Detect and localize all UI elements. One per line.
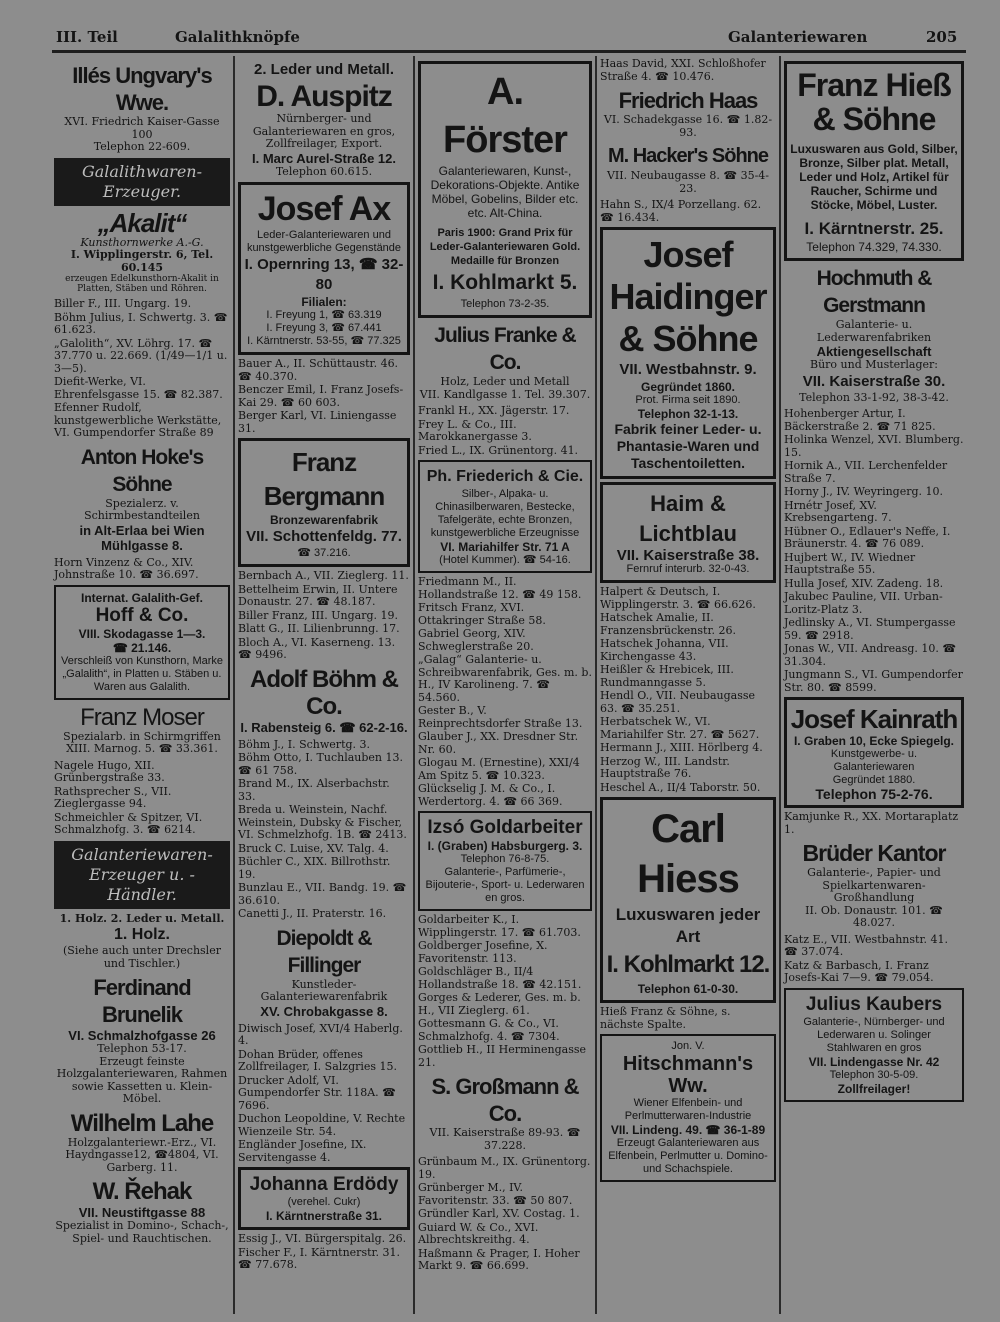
listing-entry: Kamjunke R., XX. Mortaraplatz 1.: [784, 810, 959, 836]
ad-hitschmann: [600, 1034, 776, 1182]
listing-entry: Essig J., VI. Bürgerspitalg. 26.: [238, 1232, 407, 1245]
listing-entry: Hatschek Amalie, II. Franzensbrückenstr. 26.: [600, 611, 736, 637]
ad-title: A. Förster: [443, 71, 567, 161]
ad-title: Adolf Böhm & Co.: [250, 665, 398, 720]
ad-phone: Telephon 76-8-75.: [460, 853, 550, 865]
ad-line: Jon. V.: [671, 1040, 705, 1052]
listing-entry: Horny J., IV. Weyringerg. 10.: [784, 485, 944, 498]
ad-address: I. Kohlmarkt 5.: [432, 271, 578, 294]
ad-line: Galanteriewaren, Kunst-, Dekorations-Objekte. Antike Möbel, Gobelins, Bilder etc. etc. Alt-China.: [430, 164, 580, 220]
ad-line: Spezialarb. in Schirmgriffen: [63, 729, 221, 743]
listing-entry: Canetti J., II. Praterstr. 16.: [238, 907, 387, 920]
ad-haim: [600, 482, 776, 583]
listing-entry: Schmeichler & Spitzer, VI. Schmalzhofg. 3. ☎ 6214.: [54, 810, 203, 836]
column-divider: [779, 56, 781, 1314]
ad-address: VII. Kaiserstraße 38.: [616, 547, 760, 564]
ad-address: VII. Westbahnstr. 9.: [619, 361, 757, 378]
listing-entry: Haßmann & Prager, I. Hoher Markt 9. ☎ 66.699.: [418, 1246, 580, 1272]
listing-entry: Hieß Franz & Söhne, s. nächste Spalte.: [600, 1005, 731, 1031]
listing-entry: „Galolith“, XV. Löhrg. 17. ☎ 37.770 u. 22.669. (1/49—1/1 u. 3—5).: [54, 336, 228, 375]
listing-entry: Bunzlau E., VII. Bandg. 19. ☎ 36.610.: [238, 881, 407, 907]
listing-entry: Hahn S., IX/4 Porzellang. 62. ☎ 16.434.: [600, 198, 762, 224]
ad-title: Izsó Goldarbeiter: [427, 817, 583, 838]
ad-title: Wilhelm Lahe: [70, 1109, 214, 1137]
ad-address: VIII. Skodagasse 1—3.: [78, 626, 206, 641]
ad-title: Julius Kaubers: [805, 993, 943, 1015]
ad-phone: (Hotel Kummer). ☎ 54-16.: [439, 554, 571, 566]
section-banner: Galanteriewaren-Erzeuger u. -Händler.: [54, 841, 230, 909]
listing-entry: Heißler & Hrebicek, III. Rundmanngasse 5.: [600, 663, 734, 689]
listing-entry: „Galag“ Galanterie- u. Schreibwarenfabrik, Ges. m. b. H., IV Karolineng. 7. ☎ 54.560.: [418, 653, 592, 704]
listing-entry: Breda u. Weinstein, Nachf. Weinstein, Dubsky & Fischer, VI. Schmelzhofg. 1B. ☎ 2413.: [238, 803, 407, 841]
ad-line: Holzgalanteriewr.-Erz., VI. Haydngasse12, ☎4804, VI. Garberg. 11.: [65, 1135, 219, 1174]
ad-hochmuth: [784, 265, 964, 404]
ad-line: XVI. Friedrich Kaiser-Gasse 100: [64, 115, 220, 141]
ad-line: Erzeugt feinste Holzgalanteriewaren, Rahmen sowie Kassetten u. Klein-Möbel.: [56, 1054, 228, 1105]
listing-entry: Glogau M. (Ernestine), XXI/4 Am Spitz 5. ☎ 10.323.: [418, 756, 580, 782]
ad-hiess: [600, 797, 776, 1003]
ad-address: I. Kärntnerstr. 25.: [804, 219, 944, 238]
ad-line: VII. Neubaugasse 8. ☎ 35-4-23.: [606, 169, 770, 195]
ad-line: (verehel. Cukr): [287, 1196, 361, 1208]
listing-entry: Hrnétr Josef, XV. Krebsengarteng. 7.: [784, 498, 892, 524]
section-heading: [238, 62, 410, 77]
column-divider: [233, 56, 235, 1314]
ad-kantor: [784, 840, 964, 930]
ad-line: Leder-Galanteriewaren und kunstgewerbliche Gegenstände: [246, 229, 402, 254]
ad-address: I. (Graben) Habsburgerg. 3.: [427, 839, 583, 853]
ad-title: Franz Hieß & Söhne: [797, 67, 951, 137]
ad-line: Galanterie-, Parfümerie-, Bijouterie-, Sport- u. Lederwaren en gros.: [425, 866, 585, 904]
listing-entry: Dohan Brüder, offenes Zollfreilager, I. Salzgries 15.: [238, 1047, 398, 1073]
listing-entry: Glückselig J. M. & Co., I. Werdertorg. 4. ☎ 66 369.: [418, 782, 563, 808]
column-divider: [413, 56, 415, 1314]
listing-entry: Bernbach A., VII. Zieglerg. 11.: [238, 569, 409, 582]
ad-lahe: [54, 1110, 230, 1175]
ad-line: II. Ob. Donaustr. 101. ☎ 48.027.: [805, 903, 943, 929]
ad-line: Luxuswaren jeder Art: [615, 905, 761, 946]
listing-entry: Jedlinsky A., VI. Stumpergasse 59. ☎ 2918.: [784, 616, 956, 642]
ad-line: VII. Kaiserstraße 89-93. ☎ 37.228.: [429, 1126, 581, 1152]
ad-line: Spezialerz. v. Schirmbestandteilen: [84, 496, 200, 522]
ad-title: Josef Kainrath: [790, 704, 958, 734]
ad-haidinger: [600, 227, 776, 479]
ad-bohm: [238, 666, 410, 735]
listing-entry: Biller Franz, III. Ungarg. 19.: [238, 608, 398, 622]
listing-entry: Diefit-Werke, VI. Ehrenfelsgasse 15. ☎ 82.387.: [54, 375, 223, 401]
ad-title: Josef Haidinger & Söhne: [609, 234, 767, 359]
section-index: 1. Holz. 2. Leder u. Metall.: [59, 911, 225, 925]
ad-title: S. Großmann & Co.: [431, 1074, 579, 1126]
ad-line: Paris 1900: Grand Prix für Leder-Galanteriewaren Gold. Medaille für Bronzen: [429, 227, 581, 267]
ad-line: Nürnberger- und Galanteriewaren en gros, Zollfreilager, Export.: [252, 112, 396, 150]
ad-title: Friedrich Haas: [618, 88, 758, 113]
listing-entry: Friedmann M., II. Hollandstraße 12. ☎ 49 158.: [418, 575, 582, 601]
ad-address: VI. Mariahilfer Str. 71 A: [440, 540, 570, 554]
ad-title: Hochmuth & Gerstmann: [816, 267, 932, 317]
listing-entry: Bruck C. Luise, XV. Talg. 4.: [238, 841, 389, 855]
column-2: [236, 58, 412, 1316]
listing-entry: Benczer Emil, I. Franz Josefs-Kai 29. ☎ 60 603.: [238, 383, 404, 409]
ad-line: Gegründet 1880.: [832, 774, 916, 786]
listing-entry: Efenner Rudolf, kunstgewerbliche Werkstätte, VI. Gumpendorfer Straße 89: [54, 401, 222, 439]
ad-hoff: [54, 585, 230, 700]
listing-entry: Gottesmann G. & Co., VI. Schmalzhofg. 4. ☎ 7304.: [418, 1017, 560, 1043]
ad-phone: Telephon 30-5-09.: [829, 1068, 919, 1081]
ad-kainrath: [784, 697, 964, 808]
section-list: [54, 913, 230, 971]
listing-entry: Gründler Karl, XV. Costag. 1.: [418, 1207, 580, 1220]
listing-entry: Heschel A., II/4 Taborstr. 50.: [600, 780, 761, 794]
ad-kaubers: [784, 988, 964, 1102]
ad-hacker: [600, 143, 776, 195]
ad-phone: Telephon 33-1-92, 38-3-42.: [799, 390, 949, 404]
ad-title: Ferdinand Brunelik: [93, 975, 191, 1027]
ad-title: D. Auspitz: [256, 80, 392, 113]
ad-line: Galanterie-, Papier- und Spielkartenwaren-Großhandlung: [807, 866, 941, 904]
ad-address: I. Graben 10, Ecke Spiegelg.: [793, 734, 955, 748]
ad-title: Anton Hoke's Söhne: [80, 445, 204, 496]
ad-line: Bronzewarenfabrik: [269, 513, 379, 527]
listing-entry: Halpert & Deutsch, I. Wipplingerstr. 3. ☎ 66.626.: [600, 585, 756, 611]
ad-haas: [600, 87, 776, 139]
listing-entry: Bauer A., II. Schüttaustr. 46. ☎ 40.370.: [238, 357, 399, 383]
listing-entry: Hulla Josef, XIV. Zadeng. 18.: [784, 576, 944, 590]
listing-entry: Gottlieb H., II Herminengasse 21.: [418, 1043, 586, 1069]
ad-grossmann: [418, 1073, 592, 1152]
ad-phone: Telephon 32-1-13.: [637, 407, 739, 421]
listing-entry: Holinka Wenzel, XVI. Blumberg. 15.: [784, 433, 964, 459]
ad-ax: [238, 182, 410, 355]
listing-entry: Jungmann S., VI. Gumpendorfer Str. 80. ☎ 8599.: [784, 668, 963, 694]
ad-title: Franz Moser: [80, 703, 204, 731]
ad-erdody: [238, 1167, 410, 1230]
listing-entry: Glauber J., XX. Dresdner Str. Nr. 60.: [418, 730, 579, 756]
ad-phone: Telephon 75-2-76.: [815, 786, 933, 802]
listing-entry: Goldarbeiter K., I. Wipplingerstr. 17. ☎ 61.703.: [418, 913, 581, 939]
ad-address: VI. Schmalzhofgasse 26: [68, 1028, 216, 1043]
listing-entry: Hendl O., VII. Neubaugasse 63. ☎ 35.251.: [600, 689, 756, 715]
ad-address: VII. Lindeng. 49. ☎ 36-1-89: [610, 1123, 766, 1137]
listing-entry: Nagele Hugo, XII. Grünbergstraße 33.: [54, 758, 165, 784]
ad-title: Haim & Lichtblau: [639, 491, 737, 546]
section-banner: Galalithwaren-Erzeuger.: [54, 158, 230, 206]
column-divider: [595, 56, 597, 1314]
ad-line: Galanterie- u. Lederwarenfabriken: [816, 318, 932, 344]
ad-franke: [418, 322, 592, 401]
ad-phone: Telephon 74.329, 74.330.: [806, 240, 942, 254]
listing-entry: Hujbert W., IV. Wiedner Hauptstraße 55.: [784, 550, 916, 576]
listing-entry: Haas David, XXI. Schloßhofer Straße 4. ☎ 10.476.: [600, 58, 766, 83]
ad-title: W. Řehak: [92, 1178, 192, 1205]
listing-entry: Jakubec Pauline, VII. Urban-Loritz-Platz 3.: [784, 590, 943, 616]
listing-entry: Fritsch Franz, XVI. Ottakringer Straße 58.: [418, 601, 546, 627]
ad-line: Prot. Firma seit 1890.: [635, 394, 741, 406]
ad-bergmann: [238, 438, 410, 567]
column-5: [782, 58, 966, 1316]
ad-hiess-sohne: [784, 61, 964, 261]
listing-entry: Hatschek Johanna, VII. Kirchengasse 43.: [600, 637, 729, 663]
column-4: [598, 58, 778, 1316]
ad-phone: ☎ 37.216.: [297, 547, 351, 559]
ad-address: VII. Kaiserstraße 30.: [802, 372, 946, 390]
ad-line: Filialen:: [301, 295, 347, 309]
ad-line: Büro und Musterlager:: [809, 358, 939, 371]
ad-brunelik: [54, 974, 230, 1106]
listing-entry: Rathsprecher S., VII. Zieglergasse 94.: [54, 784, 172, 810]
section-title: 2. Leder und Metall.: [253, 61, 395, 78]
ad-moser: [54, 704, 230, 756]
header-section-label: III. Teil: [56, 28, 118, 46]
ad-title: Diepoldt & Fillinger: [276, 926, 372, 977]
ad-address: VII. Neustiftgasse 88: [78, 1205, 206, 1220]
ad-line: in Alt-Erlaa bei Wien: [79, 522, 205, 538]
ad-line: Wiener Elfenbein- und Perlmutterwaren-Industrie: [624, 1097, 752, 1122]
ad-line: Kunsthornwerke A.-G.: [80, 235, 204, 249]
ad-line: erzeugen Edelkunsthorn-Akalit in Platten, Stäben und Röhren.: [65, 274, 219, 294]
ad-line: Gegründet 1860.: [640, 380, 736, 394]
listing-entry: Fried L., IX. Grünentorg. 41.: [418, 443, 579, 457]
ad-rehak: [54, 1178, 230, 1245]
ad-address: I. Kohlmarkt 12.: [606, 951, 770, 978]
listing-entry: Böhm J., I. Schwertg. 3.: [238, 737, 371, 751]
page-number: 205: [926, 28, 958, 46]
listing-entry: Fischer F., I. Kärntnerstr. 31. ☎ 77.678.: [238, 1245, 401, 1271]
listing-entry: Hübner O., Edlauer's Neffe, I. Bräunerstr. 4. ☎ 76 089.: [784, 524, 951, 550]
ad-address: I. Kärntnerstraße 31.: [265, 1209, 383, 1223]
listing-entry: Grünberger M., IV. Favoritenstr. 33. ☎ 50 807.: [418, 1181, 573, 1207]
column-1: [52, 58, 232, 1316]
listing-entry: Goldschläger B., II/4 Hollandstraße 18. ☎ 42.151.: [418, 965, 582, 991]
ad-title: Hoff & Co.: [95, 604, 189, 626]
ad-line: Verschleiß von Kunsthorn, Marke „Galalith“, in Platten u. Stäben u. Waren aus Galalith.: [60, 654, 224, 693]
ad-address: I. Wipplingerstr. 6, Tel. 60.145: [70, 248, 214, 274]
listing-entry: Grünbaum M., IX. Grünentorg. 19.: [418, 1155, 591, 1181]
ad-title: Hitschmann's Ww.: [622, 1053, 754, 1097]
listing-entry: Gester B., V. Reinprechtsdorfer Straße 13.: [418, 704, 583, 730]
listing-entry: Duchon Leopoldine, V. Rechte Wienzeile Str. 54.: [238, 1112, 406, 1138]
ad-line: I. Freyung 1, ☎ 63.319: [266, 309, 382, 321]
ad-title: M. Hacker's Söhne: [607, 145, 769, 167]
ad-line: Telephon 22-609.: [93, 140, 191, 153]
listing-entry: Bettelheim Erwin, II. Untere Donaustr. 27. ☎ 48.187.: [238, 582, 398, 608]
listing-entry: Horn Vinzenz & Co., XIV. Johnstraße 10. ☎ 36.697.: [54, 555, 199, 581]
section-note: (Siehe auch unter Drechsler und Tischler.): [63, 944, 221, 970]
ad-line: XIII. Marnog. 5. ☎ 33.361.: [66, 742, 218, 755]
ad-address: I. Rabensteig 6. ☎ 62-2-16.: [240, 719, 408, 735]
listing-entry: Herbatschek W., VI. Mariahilfer Str. 27. ☎ 5627.: [600, 715, 760, 741]
header-rule: [52, 50, 966, 53]
listing-entry: Diwisch Josef, XVI/4 Haberlg. 4.: [238, 1021, 403, 1047]
ad-line: Spezialist in Domino-, Schach-, Spiel- und Rauchtischen.: [55, 1219, 229, 1245]
ad-title: „Akalit“: [97, 207, 187, 238]
ad-line: Fabrik feiner Leder- u. Phantasie-Waren und Taschentoiletten.: [614, 421, 762, 471]
listing-entry: Frankl H., XX. Jägerstr. 17.: [418, 404, 570, 417]
listing-entry: Gorges & Lederer, Ges. m. b. H., VII Zieglerg. 61.: [418, 991, 581, 1017]
ad-title: Carl Hiess: [637, 807, 739, 901]
ad-address: I. Marc Aurel-Straße 12.: [251, 150, 396, 166]
ad-title: Johanna Erdödy: [249, 1174, 399, 1195]
ad-line: I. Kärntnerstr. 53-55, ☎ 77.325: [247, 335, 401, 347]
column-3: [416, 58, 594, 1316]
ad-title: Brüder Kantor: [802, 840, 946, 866]
ad-title: Illés Ungvary's Wwe.: [72, 63, 212, 115]
header-right-topic: Galanteriewaren: [728, 28, 868, 46]
listing-entry: Biller F., III. Ungarg. 19.: [54, 297, 192, 310]
listing-entry: Engländer Josefine, IX. Servitengasse 4.: [238, 1138, 367, 1164]
ad-title: Ph. Friederich & Cie.: [426, 468, 584, 485]
ad-title: Josef Ax: [257, 190, 391, 228]
listing-entry: Katz & Barbasch, I. Franz Josefs-Kai 7—9. ☎ 79.054.: [784, 958, 934, 984]
ad-line: Kunstgewerbe- u. Galanteriewaren: [830, 748, 918, 773]
ad-goldarbeiter: [418, 811, 592, 911]
ad-line: Internat. Galalith-Gef.: [80, 590, 203, 605]
ad-line: Luxuswaren aus Gold, Silber, Bronze, Silber plat. Metall, Leder und Holz, Artikel für Raucher, Schirme und Stöcke, Möbel, Luster.: [790, 142, 958, 212]
ad-akalit: [54, 207, 230, 295]
ad-line: Erzeugt Galanteriewaren aus Elfenbein, Perlmutter u. Domino- und Schachspiele.: [608, 1137, 768, 1175]
ad-line: VI. Schadekgasse 16. ☎ 1.82-93.: [603, 113, 773, 139]
ad-diepoldt: [238, 925, 410, 1019]
ad-address: VII. Lindengasse Nr. 42: [808, 1054, 940, 1069]
header-left-topic: Galalithknöpfe: [175, 28, 300, 46]
ad-line: Kunstleder-Galanteriewarenfabrik: [260, 977, 388, 1003]
listing-entry: Goldberger Josefine, X. Favoritenstr. 113.: [418, 939, 548, 965]
ad-hoke: [54, 444, 230, 553]
listing-entry: Böhm Otto, I. Tuchlauben 13. ☎ 61 758.: [238, 751, 403, 777]
ad-address: I. Opernring 13, ☎ 32-80: [244, 256, 404, 293]
listing-entry: Berger Karl, VI. Liniengasse 31.: [238, 409, 397, 435]
ad-line: Galanterie-, Nürnberger- und Lederwaren u. Solinger Stahlwaren en gros: [803, 1015, 945, 1054]
ad-title: Julius Franke & Co.: [434, 324, 576, 374]
listing-entry: Bloch A., VI. Kaserneng. 13. ☎ 9496.: [238, 635, 396, 661]
listing-entry: Herzog W., III. Landstr. Hauptstraße 76.: [600, 754, 730, 780]
ad-phone: Telephon 53-17.: [97, 1042, 187, 1055]
ad-address: XV. Chrobakgasse 8.: [260, 1003, 388, 1019]
listing-entry: Blatt G., II. Lilienbrunng. 17.: [238, 622, 400, 635]
ad-line: Aktiengesellschaft: [816, 344, 932, 359]
ad-line: VII. Kandlgasse 1. Tel. 39.307.: [419, 387, 591, 401]
listing-entry: Frey L. & Co., III. Marokkanergasse 3.: [418, 417, 532, 443]
ad-friederich: [418, 460, 592, 573]
listing-entry: Hermann J., XIII. Hörlberg 4.: [600, 741, 763, 754]
ad-title: Franz Bergmann: [263, 447, 385, 511]
listing-entry: Gabriel Georg, XIV. Schweglerstraße 20.: [418, 627, 534, 653]
ad-forster: [418, 61, 592, 318]
ad-line: I. Freyung 3, ☎ 67.441: [266, 322, 382, 334]
listing-entry: Hohenberger Artur, I. Bäckerstraße 2. ☎ 71 825.: [784, 407, 936, 433]
listing-entry: Jonas W., VII. Andreasg. 10. ☎ 31.304.: [784, 642, 957, 668]
ad-auspitz: [238, 81, 410, 178]
ad-phone: ☎ 21.146.: [112, 640, 172, 655]
ad-phone: Telephon 61-0-30.: [637, 982, 739, 996]
listing-entry: Büchler C., XIX. Billrothstr. 19.: [238, 855, 391, 881]
listing-entry: Katz E., VII. Westbahnstr. 41. ☎ 37.074.: [784, 932, 948, 958]
listing-entry: Böhm Julius, I. Schwertg. 3. ☎ 61.623.: [54, 310, 228, 336]
ad-phone: Fernruf interurb. 32-0-43.: [626, 563, 750, 575]
ad-phone: Telephon 60.615.: [275, 164, 373, 178]
section-heading: 1. Holz.: [113, 926, 170, 943]
ad-line: Silber-, Alpaka- u. Chinasilberwaren, Bestecke, Tafelgeräte, echte Bronzen, kunstgewerbliche Erzeugnisse: [430, 488, 580, 539]
listing-entry: Hornik A., VII. Lerchenfelder Straße 7.: [784, 459, 948, 485]
listing-entry: Drucker Adolf, VI. Gumpendorfer Str. 118A. ☎ 7696.: [238, 1073, 396, 1112]
ad-ungvary: [54, 62, 230, 154]
ad-phone: Telephon 73-2-35.: [460, 298, 550, 310]
ad-line: Holz, Leder und Metall: [440, 375, 570, 388]
ad-line: Mühlgasse 8.: [101, 537, 183, 553]
listing-entry: Guiard W. & Co., XVI. Albrechtskreithg. 4.: [418, 1220, 539, 1246]
ad-address: VII. Schottenfeldg. 77.: [246, 528, 402, 545]
listing-entry: Brand M., IX. Alserbachstr. 33.: [238, 777, 390, 803]
ad-line: Zollfreilager!: [837, 1081, 911, 1096]
